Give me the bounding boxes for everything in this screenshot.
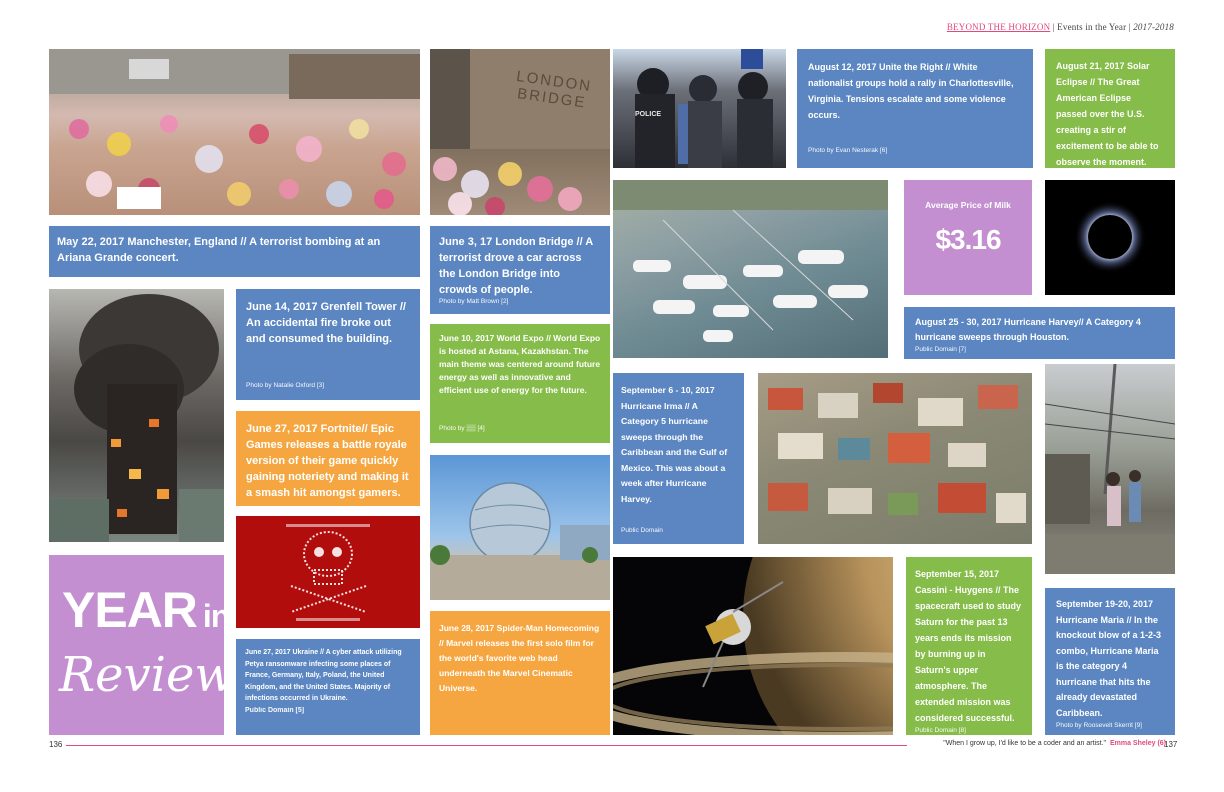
expo-credit: Photo by ▒▒ [4] bbox=[439, 425, 485, 432]
charlottesville-caption bbox=[797, 49, 1033, 168]
eclipse-caption bbox=[1045, 49, 1175, 178]
manchester-text: May 22, 2017 Manchester, England // A terrorist bombing at an Ariana Grande concert. bbox=[57, 236, 381, 264]
running-header bbox=[947, 22, 1174, 32]
header-years: 2017-2018 bbox=[1133, 22, 1174, 32]
harvey-credit: Public Domain [7] bbox=[915, 346, 966, 353]
quote-author: Emma Sheley (6) bbox=[1109, 740, 1166, 747]
expo-caption bbox=[430, 324, 610, 443]
milk-price-label: Average Price of Milk bbox=[925, 200, 1011, 210]
year-in-review-title bbox=[49, 555, 236, 735]
london-credit: Photo by Matt Brown [2] bbox=[439, 298, 509, 305]
ukraine-credit: Public Domain [5] bbox=[245, 706, 305, 714]
title-review: Review bbox=[59, 647, 236, 703]
fortnite-caption bbox=[236, 411, 420, 506]
ukraine-text: June 27, 2017 Ukraine // A cyber attack utilizing Petya ransomware infecting some places of France, Germany, Italy, Poland, the United Kingdom, and the United States. Majority of infections occurred in Ukraine. bbox=[245, 649, 402, 702]
police-text: POLICE bbox=[635, 111, 662, 118]
maria-flood-photo bbox=[1045, 364, 1175, 574]
expo-sphere-photo bbox=[430, 455, 610, 600]
manchester-caption bbox=[49, 226, 420, 285]
footer-quote bbox=[943, 740, 1166, 747]
spiderman-caption bbox=[430, 611, 610, 735]
left-page-number: 136 bbox=[49, 740, 63, 749]
london-caption bbox=[430, 226, 610, 314]
harvey-harbor-photo bbox=[613, 180, 888, 358]
london-text: June 3, 17 London Bridge // A terrorist drove a car across the London Bridge into crowds of people. bbox=[439, 236, 593, 296]
irma-aerial-photo bbox=[758, 373, 1032, 544]
harvey-text: August 25 - 30, 2017 Hurricane Harvey// A Category 4 hurricane sweeps through Houston. bbox=[915, 317, 1141, 342]
eclipse-text: August 21, 2017 Solar Eclipse // The Great American Eclipse passed over the U.S. creating a stir of excitement to be able to observe the moment. bbox=[1056, 61, 1159, 167]
manchester-credit: Photo by Tomasz "odder" Kozlowski [1] bbox=[57, 278, 170, 285]
london-bridge-photo bbox=[430, 49, 610, 215]
cassini-caption bbox=[906, 557, 1032, 735]
eclipse-credit: source: Pixabay bbox=[1056, 171, 1103, 178]
maria-credit: Photo by Roosevelt Skerrit [9] bbox=[1056, 722, 1142, 729]
spiderman-text: June 28, 2017 Spider-Man Homecoming // Marvel releases the first solo film for the world's favorite web head underneath the Marvel Cinematic Universe. bbox=[439, 623, 600, 693]
cassini-credit: Public Domain [8] bbox=[915, 727, 966, 734]
solar-eclipse-photo bbox=[1045, 180, 1175, 295]
charlottesville-photo bbox=[613, 49, 786, 168]
london-bridge-sign: LONDON BRIDGE bbox=[515, 67, 594, 112]
milk-price-box bbox=[904, 180, 1032, 295]
cassini-text: September 15, 2017 Cassini - Huygens // The spacecraft used to study Saturn for the past 13 years ends its mission by burning up in Saturn's upper atmosphere. The extended mission was considered successful. bbox=[915, 569, 1022, 723]
grenfell-tower-photo bbox=[49, 289, 224, 542]
section-title: BEYOND THE HORIZON bbox=[946, 22, 1051, 32]
title-line1 bbox=[62, 582, 230, 641]
petya-ransomware-photo bbox=[236, 516, 420, 628]
manchester-memorial-photo bbox=[49, 49, 420, 215]
charlottesville-credit: Photo by Evan Nesterak [6] bbox=[808, 147, 888, 154]
title-in: in bbox=[202, 598, 230, 634]
fortnite-text: June 27, 2017 Fortnite// Epic Games releases a battle royale version of their game quickly gaining noteriety and making it a smash hit amongst gamers. bbox=[246, 423, 409, 499]
expo-text: June 10, 2017 World Expo // World Expo is hosted at Astana, Kazakhstan. The main theme was centered around future energy as well as innovative and efficient use of energy for the future. bbox=[439, 333, 601, 395]
header-subtitle: | Events in the Year | bbox=[1052, 22, 1131, 32]
grenfell-caption bbox=[236, 289, 420, 400]
charlottesville-text: August 12, 2017 Unite the Right // White nationalist groups hold a rally in Charlottesville, Virginia. Tensions escalate and some violence occurs. bbox=[808, 62, 1014, 120]
grenfell-credit: Photo by Natalie Oxford [3] bbox=[246, 382, 325, 389]
irma-text: September 6 - 10, 2017 Hurricane Irma // A Category 5 hurricane sweeps through the Caribbean and the Gulf of Mexico. This was about a week after Hurricane Harvey. bbox=[621, 385, 728, 504]
milk-price-value: $3.16 bbox=[935, 224, 1001, 255]
ukraine-caption bbox=[236, 639, 420, 735]
harvey-caption bbox=[904, 307, 1175, 359]
quote-text: "When I grow up, I'd like to be a coder and an artist." bbox=[943, 740, 1106, 747]
maria-caption bbox=[1045, 588, 1175, 735]
footer-rule bbox=[66, 745, 907, 746]
irma-caption bbox=[613, 373, 744, 544]
title-year: YEAR bbox=[62, 582, 197, 638]
grenfell-text: June 14, 2017 Grenfell Tower // An accidental fire broke out and consumed the building. bbox=[246, 301, 406, 345]
irma-credit: Public Domain bbox=[621, 527, 663, 534]
cassini-saturn-photo bbox=[613, 557, 893, 735]
maria-text: September 19-20, 2017 Hurricane Maria // In the knockout blow of a 1-2-3 combo, Hurricane Maria is the category 4 hurricane that hits the already devastated Caribbean. bbox=[1056, 599, 1162, 718]
right-page-number: 137 bbox=[1164, 740, 1178, 749]
